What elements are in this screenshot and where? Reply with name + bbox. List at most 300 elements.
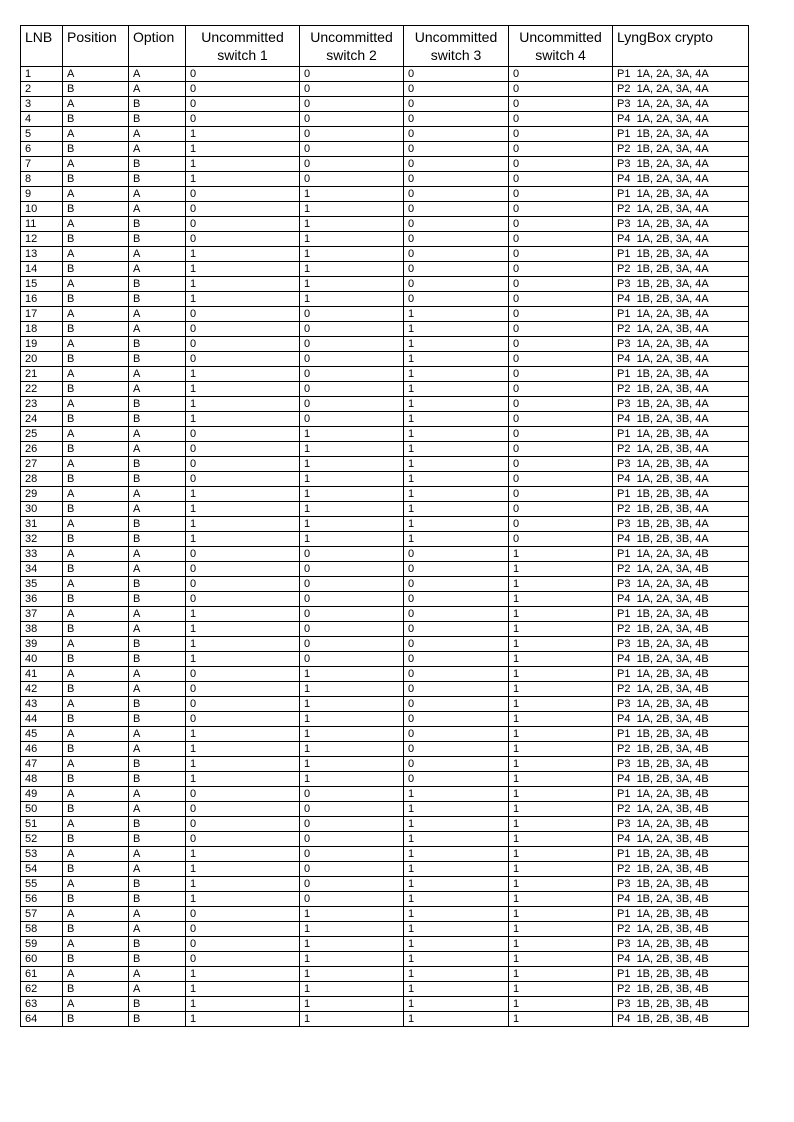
lyngbox-crypto-cell: P4 1A, 2B, 3A, 4A — [613, 232, 749, 247]
lnb-cell: 25 — [21, 427, 63, 442]
switch-2-cell: 0 — [300, 142, 404, 157]
switch-2-cell: 0 — [300, 157, 404, 172]
switch-3-cell: 1 — [404, 892, 509, 907]
position-cell: B — [63, 592, 129, 607]
switch-3-cell: 0 — [404, 202, 509, 217]
switch-4-cell: 0 — [509, 187, 613, 202]
switch-3-cell: 1 — [404, 517, 509, 532]
lyngbox-crypto-cell: P3 1A, 2A, 3B, 4A — [613, 337, 749, 352]
switch-4-cell: 1 — [509, 787, 613, 802]
table-row — [21, 577, 749, 592]
position-cell: B — [63, 652, 129, 667]
switch-3-cell: 0 — [404, 742, 509, 757]
switch-4-cell: 0 — [509, 427, 613, 442]
lyngbox-crypto-cell: P2 1B, 2B, 3B, 4A — [613, 502, 749, 517]
table-row — [21, 532, 749, 547]
switch-4-cell: 0 — [509, 142, 613, 157]
switch-1-cell: 0 — [186, 712, 300, 727]
lnb-cell: 28 — [21, 472, 63, 487]
position-cell: A — [63, 517, 129, 532]
table-row — [21, 217, 749, 232]
switch-1-cell: 0 — [186, 67, 300, 82]
lyngbox-crypto-cell: P1 1B, 2A, 3B, 4B — [613, 847, 749, 862]
option-cell: A — [129, 847, 186, 862]
option-cell: A — [129, 427, 186, 442]
switch-1-cell: 1 — [186, 997, 300, 1012]
switch-2-cell: 0 — [300, 562, 404, 577]
switch-2-cell: 0 — [300, 847, 404, 862]
lyngbox-crypto-cell: P4 1B, 2B, 3B, 4B — [613, 1012, 749, 1027]
lnb-cell: 41 — [21, 667, 63, 682]
table-row — [21, 382, 749, 397]
switch-4-cell: 1 — [509, 937, 613, 952]
switch-2-cell: 1 — [300, 1012, 404, 1027]
position-cell: B — [63, 982, 129, 997]
switch-3-cell: 1 — [404, 367, 509, 382]
switch-4-cell: 1 — [509, 592, 613, 607]
switch-3-cell: 0 — [404, 67, 509, 82]
header-switch-3: Uncommitted switch 3 — [404, 26, 509, 67]
switch-3-cell: 1 — [404, 847, 509, 862]
lyngbox-crypto-cell: P4 1A, 2A, 3B, 4B — [613, 832, 749, 847]
switch-2-cell: 0 — [300, 127, 404, 142]
option-cell: B — [129, 592, 186, 607]
switch-1-cell: 1 — [186, 607, 300, 622]
switch-2-cell: 1 — [300, 922, 404, 937]
switch-4-cell: 1 — [509, 772, 613, 787]
position-cell: B — [63, 292, 129, 307]
switch-2-cell: 0 — [300, 892, 404, 907]
table-row — [21, 937, 749, 952]
position-cell: B — [63, 382, 129, 397]
table-row — [21, 862, 749, 877]
switch-1-cell: 0 — [186, 682, 300, 697]
table-row — [21, 157, 749, 172]
position-cell: B — [63, 742, 129, 757]
switch-1-cell: 0 — [186, 352, 300, 367]
switch-4-cell: 1 — [509, 922, 613, 937]
switch-3-cell: 0 — [404, 142, 509, 157]
lyngbox-crypto-cell: P1 1B, 2B, 3B, 4B — [613, 967, 749, 982]
lyngbox-crypto-cell: P1 1A, 2B, 3B, 4A — [613, 427, 749, 442]
switch-1-cell: 1 — [186, 892, 300, 907]
switch-3-cell: 0 — [404, 292, 509, 307]
position-cell: A — [63, 277, 129, 292]
switch-4-cell: 0 — [509, 472, 613, 487]
position-cell: B — [63, 82, 129, 97]
lnb-cell: 37 — [21, 607, 63, 622]
switch-3-cell: 0 — [404, 82, 509, 97]
switch-4-cell: 0 — [509, 412, 613, 427]
switch-1-cell: 1 — [186, 397, 300, 412]
switch-4-cell: 1 — [509, 817, 613, 832]
lnb-cell: 36 — [21, 592, 63, 607]
switch-3-cell: 1 — [404, 412, 509, 427]
lyngbox-crypto-cell: P3 1A, 2B, 3A, 4B — [613, 697, 749, 712]
switch-1-cell: 0 — [186, 952, 300, 967]
switch-3-cell: 1 — [404, 472, 509, 487]
switch-1-cell: 1 — [186, 877, 300, 892]
position-cell: B — [63, 772, 129, 787]
table-row — [21, 457, 749, 472]
option-cell: A — [129, 322, 186, 337]
lnb-cell: 53 — [21, 847, 63, 862]
position-cell: A — [63, 937, 129, 952]
position-cell: B — [63, 322, 129, 337]
table-row — [21, 112, 749, 127]
switch-2-cell: 1 — [300, 532, 404, 547]
switch-3-cell: 0 — [404, 277, 509, 292]
switch-4-cell: 1 — [509, 667, 613, 682]
option-cell: B — [129, 277, 186, 292]
lnb-cell: 40 — [21, 652, 63, 667]
table-body — [21, 67, 749, 1027]
switch-2-cell: 0 — [300, 787, 404, 802]
switch-1-cell: 0 — [186, 457, 300, 472]
switch-2-cell: 0 — [300, 877, 404, 892]
lnb-cell: 1 — [21, 67, 63, 82]
lyngbox-crypto-cell: P1 1A, 2A, 3A, 4B — [613, 547, 749, 562]
option-cell: B — [129, 637, 186, 652]
switch-3-cell: 1 — [404, 967, 509, 982]
switch-2-cell: 1 — [300, 742, 404, 757]
lyngbox-crypto-cell: P1 1B, 2A, 3B, 4A — [613, 367, 749, 382]
lnb-cell: 12 — [21, 232, 63, 247]
position-cell: B — [63, 922, 129, 937]
switch-1-cell: 0 — [186, 202, 300, 217]
lnb-cell: 45 — [21, 727, 63, 742]
lyngbox-crypto-cell: P2 1B, 2B, 3A, 4B — [613, 742, 749, 757]
switch-3-cell: 1 — [404, 952, 509, 967]
switch-4-cell: 0 — [509, 517, 613, 532]
switch-4-cell: 0 — [509, 532, 613, 547]
lyngbox-crypto-cell: P3 1B, 2B, 3A, 4A — [613, 277, 749, 292]
lyngbox-crypto-cell: P3 1A, 2B, 3B, 4B — [613, 937, 749, 952]
switch-2-cell: 1 — [300, 937, 404, 952]
lnb-cell: 43 — [21, 697, 63, 712]
switch-2-cell: 1 — [300, 427, 404, 442]
lyngbox-crypto-cell: P4 1B, 2A, 3B, 4A — [613, 412, 749, 427]
option-cell: A — [129, 187, 186, 202]
switch-4-cell: 0 — [509, 337, 613, 352]
option-cell: B — [129, 457, 186, 472]
lyngbox-crypto-cell: P2 1A, 2B, 3B, 4B — [613, 922, 749, 937]
switch-4-cell: 1 — [509, 622, 613, 637]
lyngbox-crypto-cell: P2 1A, 2B, 3B, 4A — [613, 442, 749, 457]
switch-2-cell: 0 — [300, 622, 404, 637]
lnb-cell: 11 — [21, 217, 63, 232]
table-row — [21, 232, 749, 247]
lnb-cell: 21 — [21, 367, 63, 382]
switch-1-cell: 0 — [186, 82, 300, 97]
lyngbox-crypto-cell: P4 1A, 2A, 3A, 4B — [613, 592, 749, 607]
position-cell: A — [63, 367, 129, 382]
position-cell: A — [63, 967, 129, 982]
switch-3-cell: 0 — [404, 172, 509, 187]
table-row — [21, 592, 749, 607]
table-row — [21, 892, 749, 907]
position-cell: B — [63, 352, 129, 367]
switch-4-cell: 0 — [509, 127, 613, 142]
table-row — [21, 82, 749, 97]
lnb-cell: 24 — [21, 412, 63, 427]
lyngbox-crypto-cell: P2 1A, 2A, 3B, 4A — [613, 322, 749, 337]
switch-4-cell: 1 — [509, 907, 613, 922]
option-cell: B — [129, 157, 186, 172]
lnb-cell: 64 — [21, 1012, 63, 1027]
lnb-cell: 32 — [21, 532, 63, 547]
lnb-cell: 8 — [21, 172, 63, 187]
lnb-cell: 42 — [21, 682, 63, 697]
switch-3-cell: 0 — [404, 652, 509, 667]
switch-4-cell: 1 — [509, 877, 613, 892]
lyngbox-crypto-cell: P4 1B, 2A, 3B, 4B — [613, 892, 749, 907]
switch-1-cell: 0 — [186, 832, 300, 847]
table-row — [21, 67, 749, 82]
lnb-cell: 3 — [21, 97, 63, 112]
table-row — [21, 922, 749, 937]
switch-2-cell: 1 — [300, 727, 404, 742]
lnb-cell: 62 — [21, 982, 63, 997]
position-cell: A — [63, 187, 129, 202]
switch-2-cell: 0 — [300, 577, 404, 592]
switch-1-cell: 1 — [186, 847, 300, 862]
lyngbox-crypto-cell: P2 1B, 2A, 3A, 4B — [613, 622, 749, 637]
table-row — [21, 487, 749, 502]
option-cell: B — [129, 217, 186, 232]
lyngbox-crypto-cell: P3 1B, 2A, 3B, 4B — [613, 877, 749, 892]
lyngbox-crypto-cell: P2 1A, 2B, 3A, 4B — [613, 682, 749, 697]
switch-2-cell: 1 — [300, 502, 404, 517]
switch-4-cell: 1 — [509, 997, 613, 1012]
lyngbox-crypto-cell: P3 1B, 2A, 3A, 4A — [613, 157, 749, 172]
switch-3-cell: 1 — [404, 307, 509, 322]
position-cell: A — [63, 577, 129, 592]
switch-1-cell: 1 — [186, 727, 300, 742]
position-cell: A — [63, 697, 129, 712]
switch-2-cell: 0 — [300, 802, 404, 817]
lnb-cell: 63 — [21, 997, 63, 1012]
table-row — [21, 877, 749, 892]
switch-1-cell: 0 — [186, 562, 300, 577]
switch-1-cell: 1 — [186, 487, 300, 502]
position-cell: A — [63, 847, 129, 862]
option-cell: A — [129, 562, 186, 577]
position-cell: B — [63, 412, 129, 427]
switch-2-cell: 1 — [300, 487, 404, 502]
switch-2-cell: 0 — [300, 172, 404, 187]
table-row — [21, 982, 749, 997]
switch-1-cell: 0 — [186, 232, 300, 247]
lnb-cell: 19 — [21, 337, 63, 352]
lyngbox-crypto-cell: P4 1B, 2A, 3A, 4A — [613, 172, 749, 187]
switch-1-cell: 0 — [186, 667, 300, 682]
lyngbox-crypto-cell: P1 1A, 2B, 3B, 4B — [613, 907, 749, 922]
table-row — [21, 427, 749, 442]
switch-1-cell: 1 — [186, 382, 300, 397]
lyngbox-crypto-cell: P2 1B, 2A, 3B, 4A — [613, 382, 749, 397]
table-row — [21, 292, 749, 307]
switch-2-cell: 0 — [300, 322, 404, 337]
lnb-cell: 50 — [21, 802, 63, 817]
switch-4-cell: 1 — [509, 712, 613, 727]
table-row — [21, 697, 749, 712]
switch-3-cell: 1 — [404, 457, 509, 472]
lyngbox-crypto-cell: P4 1B, 2B, 3B, 4A — [613, 532, 749, 547]
option-cell: B — [129, 232, 186, 247]
switch-2-cell: 0 — [300, 547, 404, 562]
option-cell: B — [129, 712, 186, 727]
switch-3-cell: 0 — [404, 712, 509, 727]
lnb-cell: 6 — [21, 142, 63, 157]
lyngbox-crypto-cell: P3 1A, 2B, 3B, 4A — [613, 457, 749, 472]
option-cell: A — [129, 787, 186, 802]
lnb-cell: 58 — [21, 922, 63, 937]
switch-4-cell: 1 — [509, 727, 613, 742]
switch-4-cell: 0 — [509, 292, 613, 307]
switch-3-cell: 1 — [404, 442, 509, 457]
option-cell: A — [129, 142, 186, 157]
table-row — [21, 952, 749, 967]
switch-2-cell: 1 — [300, 682, 404, 697]
switch-2-cell: 1 — [300, 757, 404, 772]
switch-4-cell: 1 — [509, 607, 613, 622]
switch-4-cell: 1 — [509, 982, 613, 997]
option-cell: A — [129, 682, 186, 697]
header-lnb: LNB — [21, 26, 63, 67]
option-cell: A — [129, 967, 186, 982]
lyngbox-crypto-cell: P1 1B, 2A, 3A, 4A — [613, 127, 749, 142]
position-cell: B — [63, 952, 129, 967]
option-cell: A — [129, 862, 186, 877]
lnb-cell: 18 — [21, 322, 63, 337]
lyngbox-crypto-cell: P2 1A, 2A, 3A, 4A — [613, 82, 749, 97]
switch-1-cell: 0 — [186, 97, 300, 112]
position-cell: B — [63, 622, 129, 637]
option-cell: A — [129, 307, 186, 322]
switch-1-cell: 0 — [186, 592, 300, 607]
option-cell: B — [129, 337, 186, 352]
option-cell: B — [129, 1012, 186, 1027]
lyngbox-crypto-cell: P2 1B, 2A, 3B, 4B — [613, 862, 749, 877]
lnb-cell: 27 — [21, 457, 63, 472]
switch-1-cell: 0 — [186, 187, 300, 202]
switch-2-cell: 0 — [300, 337, 404, 352]
position-cell: A — [63, 817, 129, 832]
switch-4-cell: 1 — [509, 757, 613, 772]
switch-1-cell: 1 — [186, 127, 300, 142]
switch-2-cell: 1 — [300, 457, 404, 472]
header-position: Position — [63, 26, 129, 67]
lnb-cell: 26 — [21, 442, 63, 457]
option-cell: B — [129, 97, 186, 112]
position-cell: A — [63, 607, 129, 622]
table-row — [21, 367, 749, 382]
position-cell: A — [63, 67, 129, 82]
switch-3-cell: 0 — [404, 562, 509, 577]
table-row — [21, 802, 749, 817]
switch-4-cell: 0 — [509, 172, 613, 187]
option-cell: B — [129, 877, 186, 892]
header-switch-1: Uncommitted switch 1 — [186, 26, 300, 67]
switch-3-cell: 1 — [404, 907, 509, 922]
option-cell: B — [129, 937, 186, 952]
switch-4-cell: 0 — [509, 217, 613, 232]
lyngbox-crypto-cell: P1 1A, 2B, 3A, 4A — [613, 187, 749, 202]
position-cell: B — [63, 802, 129, 817]
table-row — [21, 277, 749, 292]
table-row — [21, 547, 749, 562]
switch-4-cell: 0 — [509, 232, 613, 247]
option-cell: B — [129, 352, 186, 367]
table-row — [21, 667, 749, 682]
switch-2-cell: 0 — [300, 592, 404, 607]
switch-4-cell: 1 — [509, 697, 613, 712]
position-cell: A — [63, 727, 129, 742]
option-cell: B — [129, 997, 186, 1012]
option-cell: B — [129, 892, 186, 907]
switch-4-cell: 1 — [509, 832, 613, 847]
switch-1-cell: 0 — [186, 577, 300, 592]
switch-2-cell: 1 — [300, 772, 404, 787]
position-cell: B — [63, 232, 129, 247]
switch-3-cell: 0 — [404, 772, 509, 787]
table-row — [21, 787, 749, 802]
switch-3-cell: 0 — [404, 607, 509, 622]
position-cell: A — [63, 787, 129, 802]
position-cell: A — [63, 307, 129, 322]
lyngbox-crypto-cell: P2 1A, 2A, 3B, 4B — [613, 802, 749, 817]
option-cell: B — [129, 397, 186, 412]
lnb-cell: 10 — [21, 202, 63, 217]
lyngbox-crypto-cell: P4 1A, 2B, 3B, 4A — [613, 472, 749, 487]
switch-2-cell: 1 — [300, 187, 404, 202]
switch-2-cell: 0 — [300, 352, 404, 367]
switch-1-cell: 1 — [186, 142, 300, 157]
switch-1-cell: 1 — [186, 517, 300, 532]
position-cell: A — [63, 877, 129, 892]
table-row — [21, 442, 749, 457]
lyngbox-crypto-cell: P3 1A, 2B, 3A, 4A — [613, 217, 749, 232]
switch-3-cell: 1 — [404, 922, 509, 937]
lnb-cell: 4 — [21, 112, 63, 127]
switch-3-cell: 0 — [404, 217, 509, 232]
option-cell: A — [129, 247, 186, 262]
switch-3-cell: 0 — [404, 232, 509, 247]
header-option: Option — [129, 26, 186, 67]
switch-2-cell: 1 — [300, 292, 404, 307]
lnb-cell: 30 — [21, 502, 63, 517]
lnb-cell: 16 — [21, 292, 63, 307]
option-cell: B — [129, 412, 186, 427]
switch-1-cell: 0 — [186, 337, 300, 352]
table-header — [21, 26, 749, 67]
switch-3-cell: 1 — [404, 427, 509, 442]
switch-4-cell: 0 — [509, 97, 613, 112]
option-cell: B — [129, 172, 186, 187]
switch-1-cell: 1 — [186, 742, 300, 757]
switch-1-cell: 0 — [186, 697, 300, 712]
lnb-cell: 17 — [21, 307, 63, 322]
lnb-cell: 2 — [21, 82, 63, 97]
switch-3-cell: 1 — [404, 862, 509, 877]
position-cell: B — [63, 262, 129, 277]
option-cell: B — [129, 112, 186, 127]
switch-4-cell: 0 — [509, 442, 613, 457]
switch-1-cell: 0 — [186, 217, 300, 232]
lyngbox-crypto-cell: P4 1A, 2B, 3B, 4B — [613, 952, 749, 967]
table-row — [21, 127, 749, 142]
